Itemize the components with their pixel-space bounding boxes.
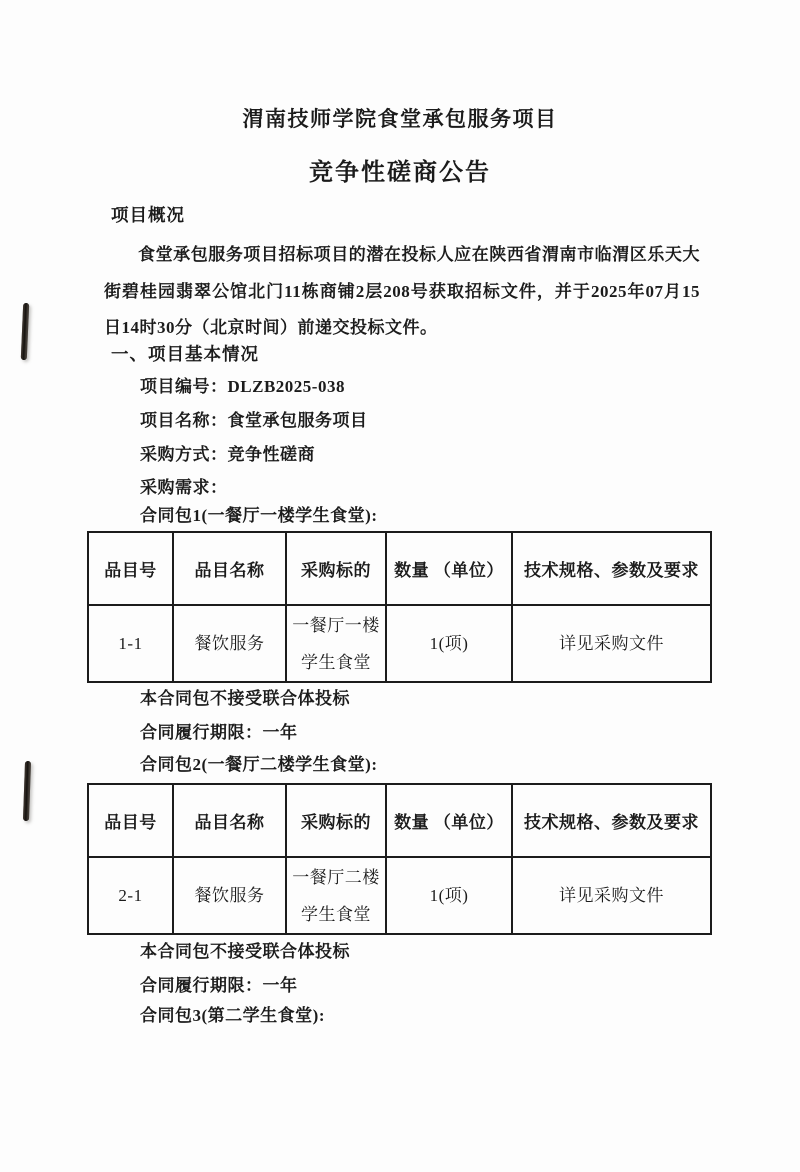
binding-hole-mark [23,761,31,821]
package2-label: 合同包2(一餐厅二楼学生食堂): [140,755,378,774]
col-header-item-no: 品目号 [88,784,173,857]
package1-no-consortium-note: 本合同包不接受联合体投标 [140,689,350,708]
procurement-method-line: 采购方式：竞争性磋商 [140,445,315,464]
cell-item-name: 餐饮服务 [173,857,286,934]
table-header-row [88,784,711,857]
package2-no-consortium-note: 本合同包不接受联合体投标 [140,942,350,961]
cell-quantity: 1(项) [386,857,512,934]
col-header-item-no: 品目号 [88,532,173,605]
project-number-line: 项目编号：DLZB2025-038 [140,377,345,396]
cell-quantity: 1(项) [386,605,512,682]
package2-table [87,783,712,935]
col-header-specs: 技术规格、参数及要求 [512,784,711,857]
package1-contract-term-note: 合同履行期限：一年 [140,723,298,742]
project-name-line: 项目名称：食堂承包服务项目 [140,411,368,430]
overview-heading: 项目概况 [111,205,185,225]
document-subtitle: 竞争性磋商公告 [309,160,491,186]
package1-label: 合同包1(一餐厅一楼学生食堂): [140,506,378,525]
package2-contract-term-note: 合同履行期限：一年 [140,976,298,995]
cell-item-no: 1-1 [88,605,173,682]
cell-subject: 一餐厅一楼学生食堂 [286,605,386,682]
cell-item-no: 2-1 [88,857,173,934]
section-basic-info-heading: 一、项目基本情况 [111,344,259,364]
col-header-item-name: 品目名称 [173,532,286,605]
table-row [88,605,711,682]
col-header-quantity: 数量 （单位） [386,784,512,857]
col-header-subject: 采购标的 [286,784,386,857]
cell-specs: 详见采购文件 [512,605,711,682]
procurement-demand-line: 采购需求： [140,478,228,497]
col-header-quantity: 数量 （单位） [386,532,512,605]
col-header-subject: 采购标的 [286,532,386,605]
table-header-row [88,532,711,605]
table-row [88,857,711,934]
package1-table [87,531,712,683]
col-header-item-name: 品目名称 [173,784,286,857]
document-title: 渭南技师学院食堂承包服务项目 [242,107,558,131]
cell-subject: 一餐厅二楼学生食堂 [286,857,386,934]
cell-item-name: 餐饮服务 [173,605,286,682]
package3-label: 合同包3(第二学生食堂): [140,1006,325,1025]
overview-paragraph: 食堂承包服务项目招标项目的潜在投标人应在陕西省渭南市临渭区乐天大街碧桂园翡翠公馆北门11栋商铺2层208号获取招标文件，并于2025年07月15日14时30分（北京时间）前递交投标文件。 [104,245,700,337]
cell-specs: 详见采购文件 [512,857,711,934]
col-header-specs: 技术规格、参数及要求 [512,532,711,605]
binding-hole-mark [21,303,29,360]
